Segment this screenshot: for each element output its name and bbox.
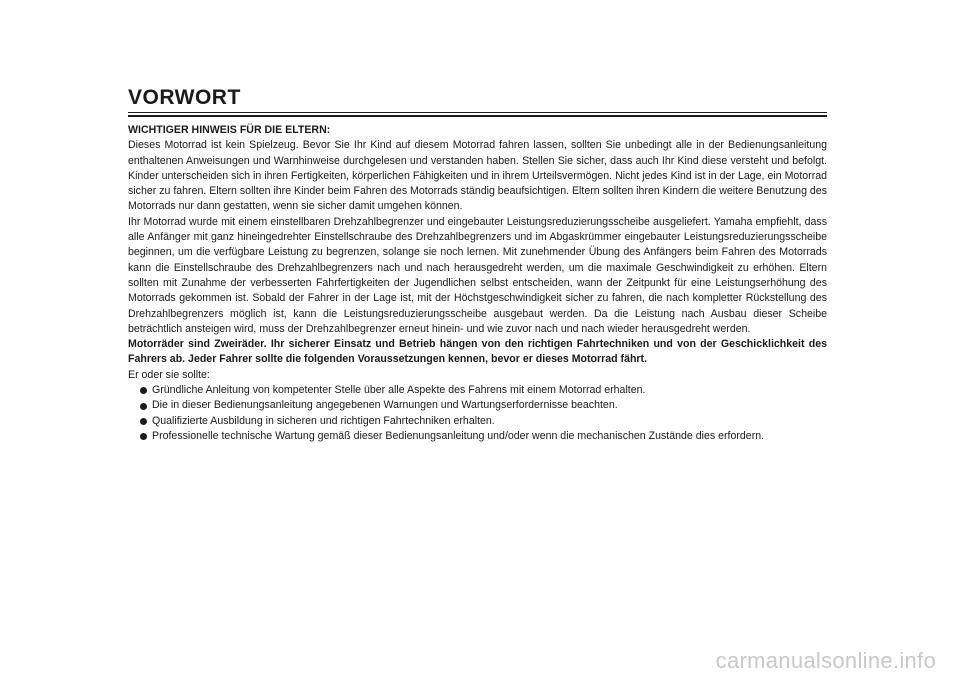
title-rule-thick xyxy=(128,115,827,117)
requirements-list xyxy=(128,383,827,444)
paragraph-parents-notice: Dieses Motorrad ist kein Spielzeug. Bevor Sie Ihr Kind auf diesem Motorrad fahren lassen, sollten Sie unbedingt alle in der Bedienungsanleitung enthaltenen Anweisungen und Warnhinweise durchgelesen und verstanden haben. Stellen Sie sicher, dass auch Ihr Kind diese versteht und befolgt. Kinder unterscheiden sich in ihren Fertigkeiten, körperlichen Fähigkeiten und in ihrem Urteilsvermögen. Nicht jedes Kind ist in der Lage, ein Motorrad sicher zu fahren. Eltern sollten ihre Kinder beim Fahren des Motorrads ständig beaufsichtigen. Eltern sollten ihren Kindern die weitere Benutzung des Motorrads nur dann gestatten, wenn sie sicher damit umgehen können. xyxy=(128,139,827,213)
list-item: Qualifizierte Ausbildung in sicheren und richtigen Fahrtechniken erhalten. xyxy=(128,414,827,429)
list-item: Professionelle technische Wartung gemäß dieser Bedienungsanleitung und/oder wenn die mechanischen Zustände dies erfordern. xyxy=(128,429,827,444)
watermark: carmanualsonline.info xyxy=(715,648,936,673)
paragraph-speed-limiter: Ihr Motorrad wurde mit einem einstellbaren Drehzahlbegrenzer und eingebauter Leistungsreduzierungsscheibe ausgeliefert. Yamaha empfiehlt, dass alle Anfänger mit ganz hineingedrehter Einstellschraube des Drehzahlbegrenzers und im Abgaskrümmer eingebauter Leistungsreduzierungsscheibe beginnen, um die verfügbare Leistung zu begrenzen, solange sie noch lernen. Mit zunehmender Übung des Anfängers beim Fahren des Motorrads kann die Einstellschraube des Drehzahlbegrenzers nach und nach herausgedreht werden, um die maximale Geschwindigkeit zu erhöhen. Eltern sollten mit Zunahme der verbesserten Fahrfertigkeiten der Jugendlichen selbst entscheiden, wann der Zeitpunkt für eine Leistungserhöhung des Motorrads gekommen ist. Sobald der Fahrer in der Lage ist, mit der Höchstgeschwindigkeit sicher zu fahren, die nach kompletter Rückstellung des Drehzahlbegrenzers möglich ist, kann die Leistungsreduzierungsscheibe ausgebaut werden. Da die Leistung nach Ausbau dieser Scheibe beträchtlich ansteigen wird, muss der Drehzahlbegrenzer erneut hinein- und wie zuvor nach und nach wieder herausgedreht werden. xyxy=(128,215,827,335)
section-subheading: WICHTIGER HINWEIS FÜR DIE ELTERN: xyxy=(128,124,331,136)
bullet-icon xyxy=(140,418,147,425)
bullet-icon xyxy=(140,403,147,410)
title-rule-thin xyxy=(128,112,827,113)
bullet-icon xyxy=(140,387,147,394)
list-item: Die in dieser Bedienungsanleitung angegebenen Warnungen und Wartungserfordernisse beachten. xyxy=(128,398,827,413)
document-body xyxy=(128,123,827,444)
bullet-icon xyxy=(140,433,147,440)
list-item: Gründliche Anleitung von kompetenter Stelle über alle Aspekte des Fahrens mit einem Motorrad erhalten. xyxy=(128,383,827,398)
paragraph-safety-warning: Motorräder sind Zweiräder. Ihr sicherer Einsatz und Betrieb hängen von den richtigen Fahrtechniken und von der Geschicklichkeit des Fahrers ab. Jeder Fahrer sollte die folgenden Voraussetzungen kennen, bevor er dieses Motorrad fährt. xyxy=(128,338,827,366)
page-title: VORWORT xyxy=(128,86,241,109)
list-intro: Er oder sie sollte: xyxy=(128,368,210,381)
